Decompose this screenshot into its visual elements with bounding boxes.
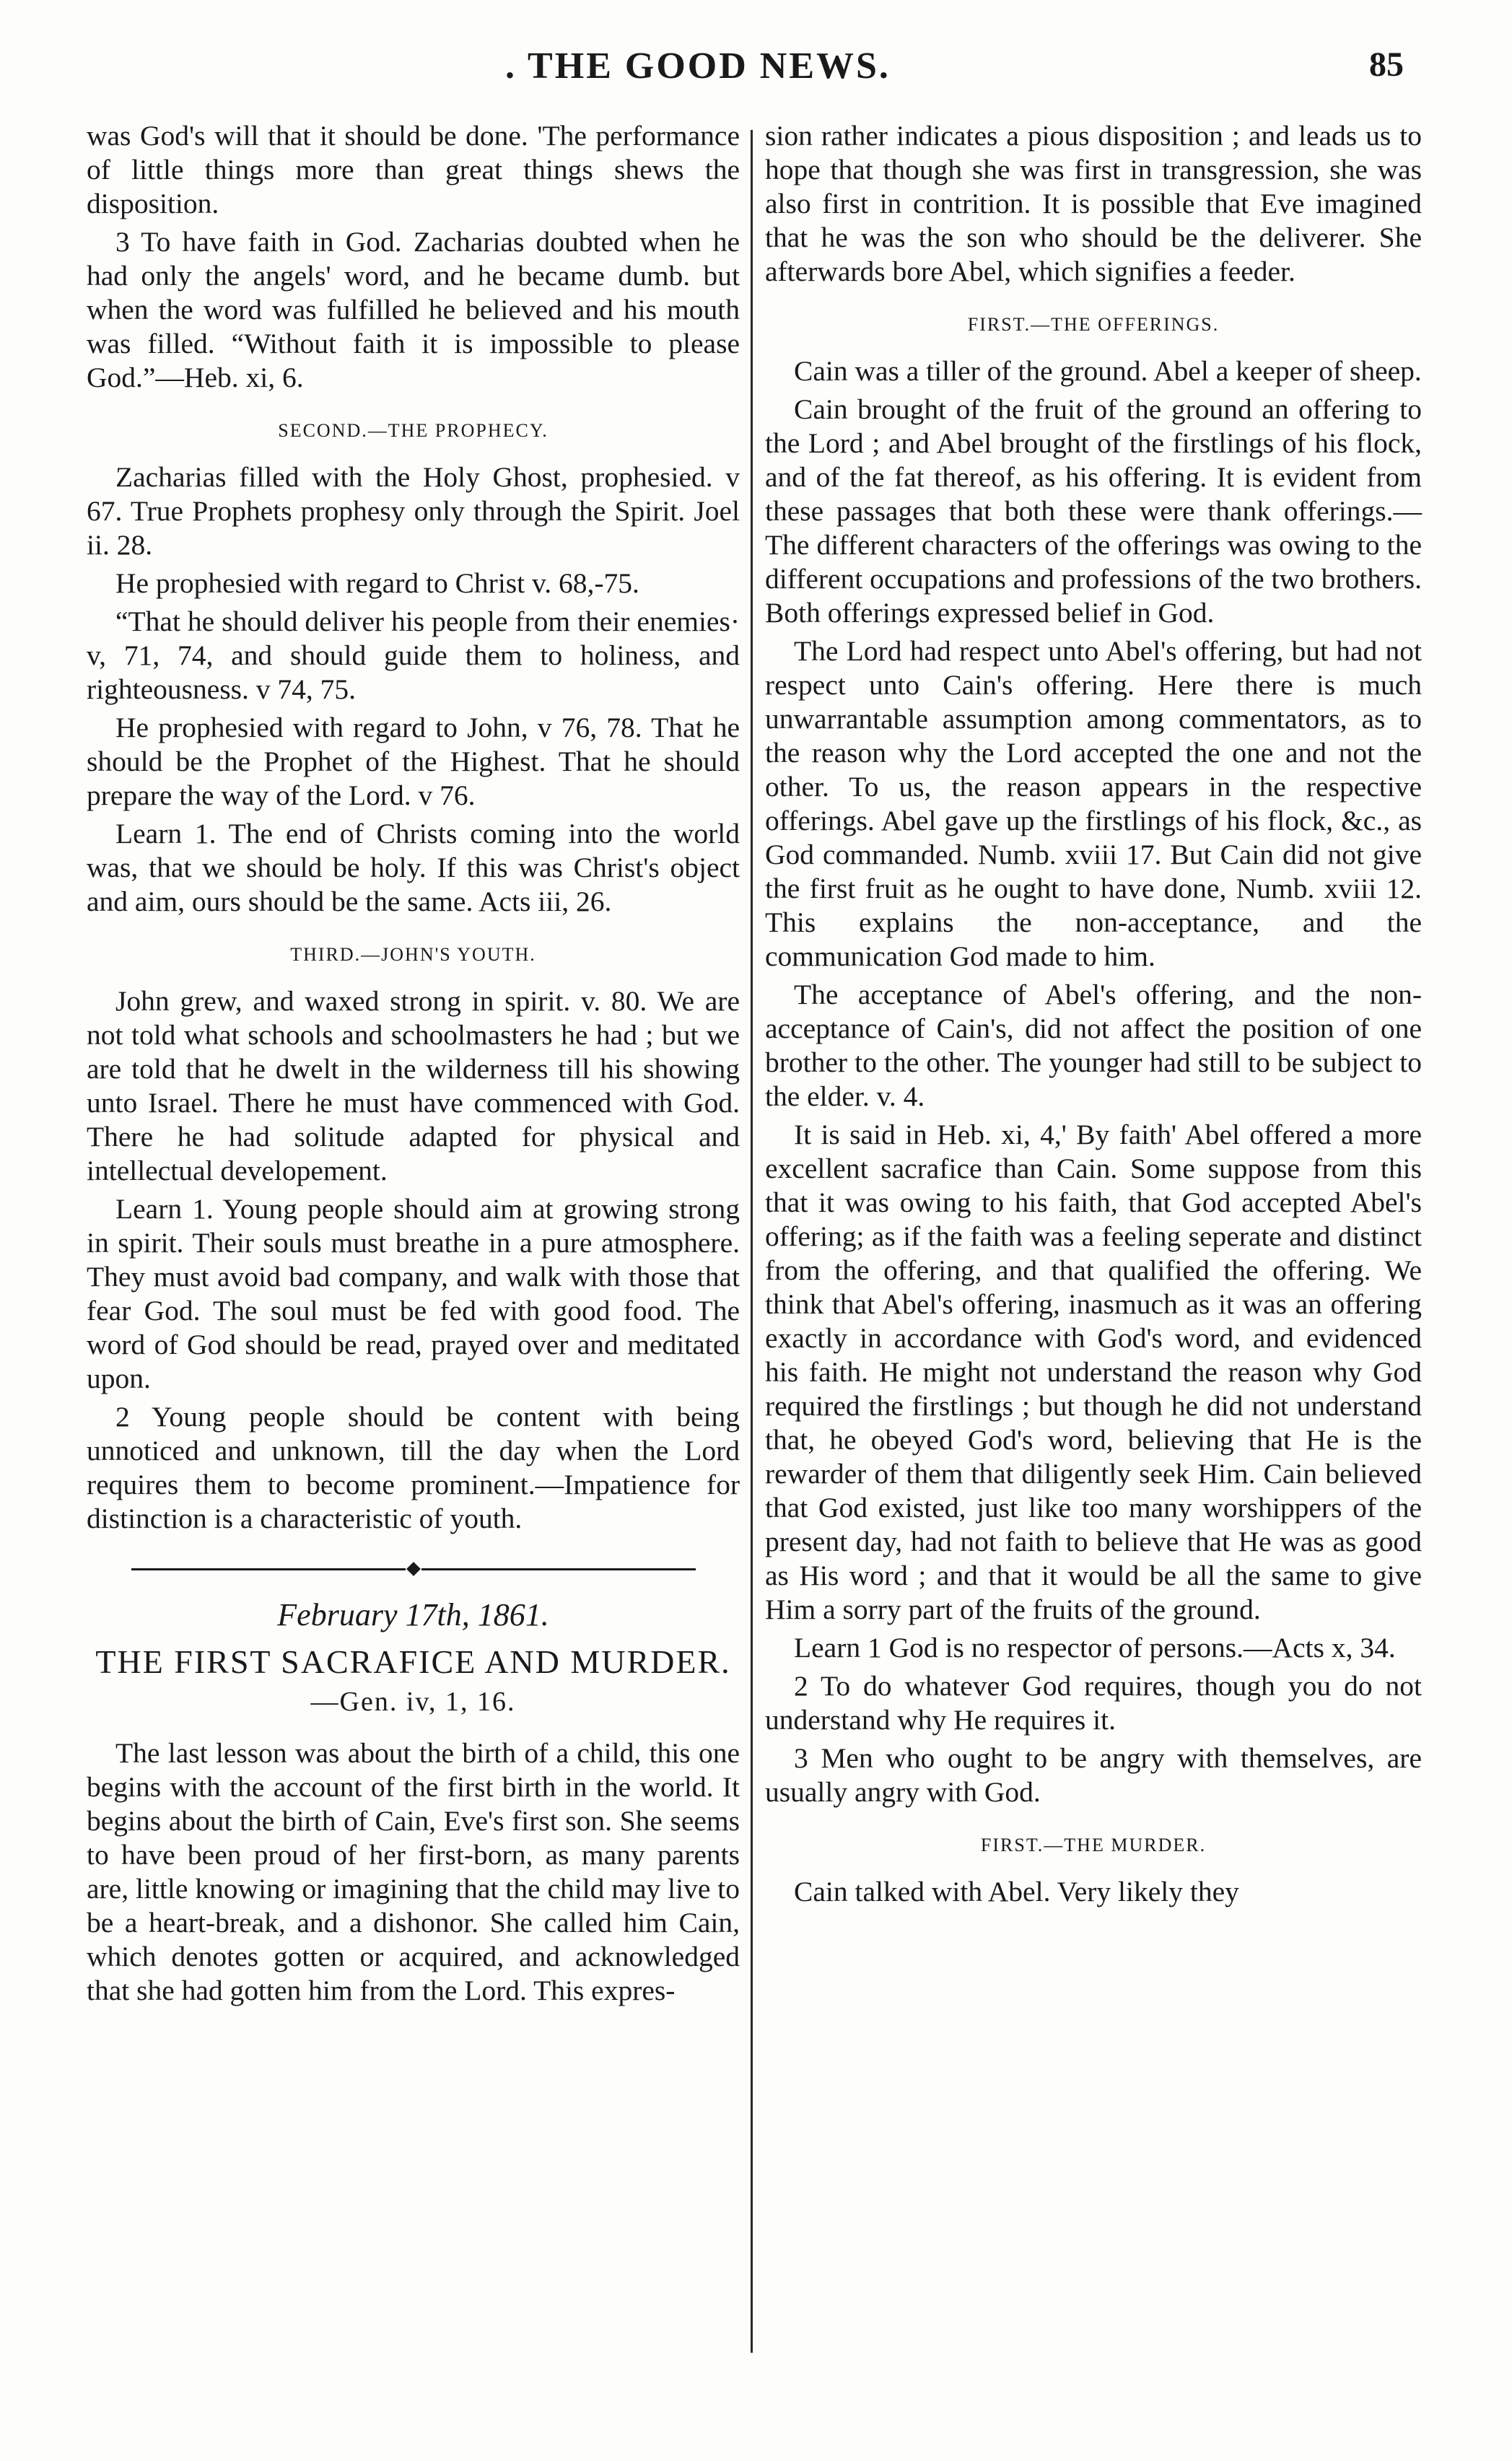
divider-diamond-icon bbox=[406, 1562, 421, 1576]
paragraph: was God's will that it should be done. 'The performance of little things more than great things shews the disposition. bbox=[87, 120, 740, 219]
paragraph: Cain was a tiller of the ground. Abel a keeper of sheep. bbox=[794, 355, 1422, 387]
right-column bbox=[765, 119, 1422, 1913]
running-head bbox=[0, 45, 1512, 95]
lesson-date: February 17th, 1861. bbox=[277, 1597, 549, 1632]
paragraph: Cain talked with Abel. Very likely they bbox=[794, 1876, 1239, 1907]
section-heading-murder: FIRST.—THE MURDER. bbox=[980, 1835, 1207, 1855]
divider-line bbox=[421, 1568, 696, 1570]
section-heading-offerings: FIRST.—THE OFFERINGS. bbox=[967, 314, 1220, 335]
paragraph: 3 To have faith in God. Zacharias doubted when he had only the angels' word, and he became dumb. but when the word was fulfilled he believed and his mouth was filled. “Without faith it is impossible to please God.”—Heb. xi, 6. bbox=[87, 226, 740, 393]
left-column bbox=[87, 119, 740, 2012]
ornamental-divider bbox=[87, 1562, 740, 1576]
paragraph: Learn 1. The end of Christs coming into the world was, that we should be holy. If this was Christ's object and aim, ours should be the same. Acts iii, 26. bbox=[87, 818, 740, 917]
lesson-title bbox=[87, 1643, 740, 1721]
paragraph: Learn 1 God is no respector of persons.—Acts x, 34. bbox=[794, 1632, 1396, 1664]
paragraph: He prophesied with regard to Christ v. 68,-75. bbox=[115, 567, 639, 599]
paragraph: sion rather indicates a pious disposition ; and leads us to hope that though she was first in transgression, she was also first in contrition. It is possible that Eve imagined that he was the son who should be the deliverer. She afterwards bore Abel, which signifies a feeder. bbox=[765, 120, 1422, 287]
paragraph: The last lesson was about the birth of a child, this one begins with the account of the first birth in the world. It begins about the birth of Cain, Eve's first son. She seems to have been proud of her first-born, as many parents are, little knowing or imagining that the child may live to be a heart-break, and a dishonor. She called him Cain, which denotes gotten or acquired, and acknowledged that she had gotten him from the Lord. This expres- bbox=[87, 1737, 740, 2006]
paragraph: Learn 1. Young people should aim at growing strong in spirit. Their souls must breathe in a pure atmosphere. They must avoid bad company, and walk with those that fear God. The soul must be fed with good food. The word of God should be read, prayed over and meditated upon. bbox=[87, 1193, 740, 1394]
paragraph: 3 Men who ought to be angry with themselves, are usually angry with God. bbox=[765, 1742, 1422, 1808]
section-heading-prophecy: SECOND.—THE PROPHECY. bbox=[278, 420, 549, 441]
paragraph: 2 Young people should be content with being unnoticed and unknown, till the day when the Lord requires them to become prominent.—Impatience for distinction is a characteristic of youth. bbox=[87, 1401, 740, 1534]
paragraph: The Lord had respect unto Abel's offering, but had not respect unto Cain's offering. Here there is much unwarrantable assumption among commentators, as to the reason why the Lord accepted the one and not the other. To us, the reason appears in the respective offerings. Abel gave up the firstlings of his flock, &c., as God commanded. Numb. xviii 17. But Cain did not give the first fruit as he ought to have done, Numb. xviii 12. This explains the non-acceptance, and the communication God made to him. bbox=[765, 635, 1422, 972]
paragraph: “That he should deliver his people from their enemies· v, 71, 74, and should guide them to holiness, and righteousness. v 74, 75. bbox=[87, 606, 740, 705]
page-number: 85 bbox=[1369, 45, 1404, 84]
column-rule bbox=[751, 130, 753, 2353]
paragraph: The acceptance of Abel's offering, and the non-acceptance of Cain's, did not affect the position of one brother to the other. The younger had still to be subject to the elder. v. 4. bbox=[765, 979, 1422, 1112]
publication-title: . THE GOOD NEWS. bbox=[505, 45, 891, 87]
paragraph: He prophesied with regard to John, v 76, 78. That he should be the Prophet of the Highest. That he should prepare the way of the Lord. v 76. bbox=[87, 712, 740, 811]
lesson-title-text: THE FIRST SACRAFICE AND MURDER. bbox=[95, 1643, 731, 1680]
paragraph: It is said in Heb. xi, 4,' By faith' Abel offered a more excellent sacrafice than Cain. Some suppose from this that it was owing to his faith, that God accepted Abel's offering; as if the faith was a feeling seperate and distinct from the offering, and that qualified the offering. We think that Abel's offering, inasmuch as it was an offering exactly in accordance with God's word, and evidenced his faith. He might not understand the reason why God required the firstlings ; but though he did not understand that, he obeyed God's word, believing that He is the rewarder of them that diligently seek Him. Cain believed that God existed, just like too many worshippers of the present day, had not faith to believe that He was as good as His word ; and that it would be all the same to give Him a sorry part of the fruits of the ground. bbox=[765, 1119, 1422, 1625]
divider-line bbox=[131, 1568, 406, 1570]
paragraph: Zacharias filled with the Holy Ghost, prophesied. v 67. True Prophets prophesy only through the Spirit. Joel ii. 28. bbox=[87, 461, 740, 561]
section-heading-johns-youth: THIRD.—JOHN'S YOUTH. bbox=[290, 944, 536, 965]
paragraph: John grew, and waxed strong in spirit. v. 80. We are not told what schools and schoolmasters he had ; but we are told that he dwelt in the wilderness till his showing unto Israel. There he must have commenced with God. There he had solitude adapted for physical and intellectual developement. bbox=[87, 985, 740, 1186]
lesson-scripture-reference: —Gen. iv, 1, 16. bbox=[310, 1687, 516, 1717]
paragraph: Cain brought of the fruit of the ground an offering to the Lord ; and Abel brought of the firstlings of his flock, and of the fat thereof, as his offering. It is evident from these passages that both these were thank offerings.—The different characters of the offerings was owing to the different occupations and professions of the two brothers. Both offerings expressed belief in God. bbox=[765, 393, 1422, 629]
paragraph: 2 To do whatever God requires, though you do not understand why He requires it. bbox=[765, 1670, 1422, 1736]
